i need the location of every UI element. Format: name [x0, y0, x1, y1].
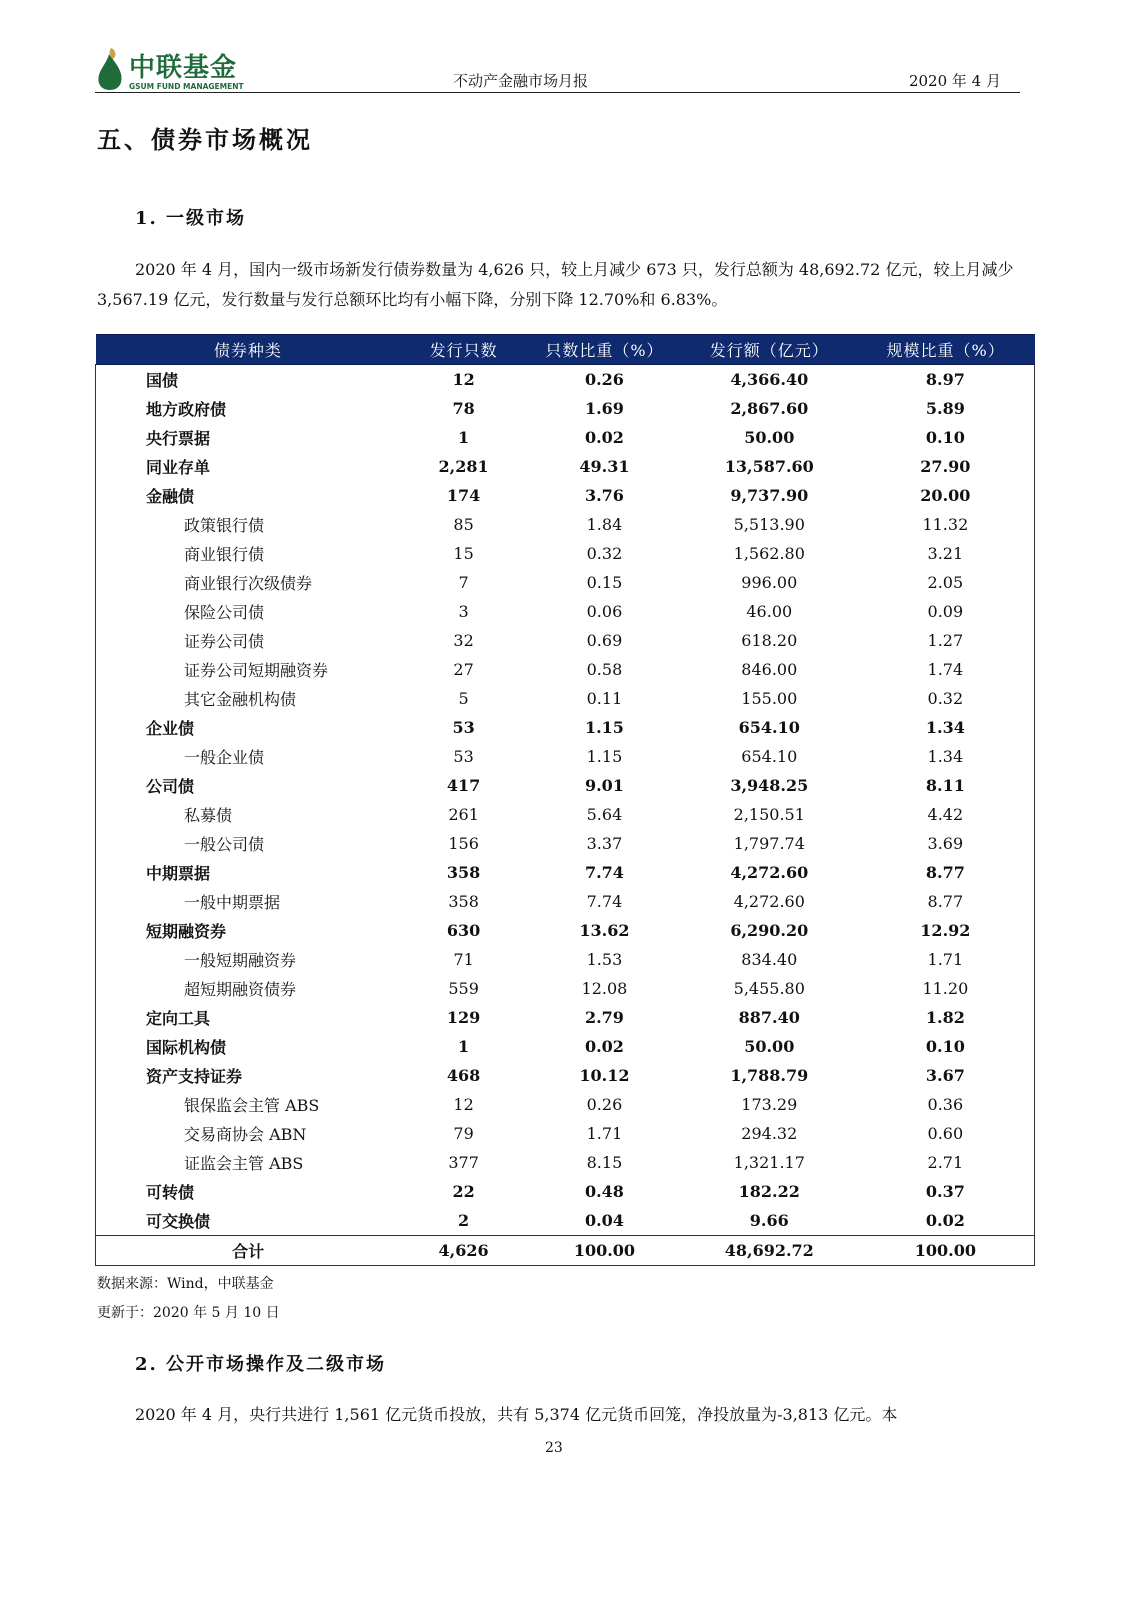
- bond-type-cell: 一般短期融资券: [184, 951, 297, 970]
- value-cell: 5.89: [925, 399, 965, 418]
- value-cell: 5,455.80: [733, 979, 805, 998]
- value-cell: 15: [453, 544, 474, 563]
- value-cell: 3.37: [586, 834, 623, 853]
- value-cell: 7.74: [584, 863, 624, 882]
- bond-type-cell: 证监会主管 ABS: [184, 1154, 304, 1173]
- bond-type-cell: 公司债: [146, 777, 195, 796]
- value-cell: 4,272.60: [733, 892, 805, 911]
- bond-type-cell: 一般企业债: [184, 748, 265, 767]
- bond-type-cell: 证券公司债: [184, 632, 265, 651]
- value-cell: 3.76: [584, 486, 624, 505]
- value-cell: 79: [453, 1124, 474, 1143]
- bond-type-cell: 交易商协会 ABN: [184, 1125, 307, 1144]
- value-cell: 9.01: [584, 776, 624, 795]
- value-cell: 0.32: [586, 544, 623, 563]
- table-row: [96, 568, 1035, 597]
- paragraph-open-market: 2020 年 4 月，央行共进行 1,561 亿元货币投放，共有 5,374 亿元货币回笼，净投放量为-3,813 亿元。本: [135, 1405, 898, 1424]
- bond-type-cell: 企业债: [146, 719, 195, 738]
- value-cell: 0.06: [586, 602, 623, 621]
- table-row: [96, 829, 1035, 858]
- table-row: [96, 626, 1035, 655]
- value-cell: 5.64: [586, 805, 623, 824]
- bond-type-cell: 国际机构债: [146, 1038, 227, 1057]
- subsection-title-primary-market: 1. 一级市场: [135, 208, 247, 229]
- bond-type-cell: 短期融资券: [146, 922, 227, 941]
- value-cell: 12: [453, 1095, 474, 1114]
- bond-type-cell: 央行票据: [146, 429, 211, 448]
- page-header: [95, 38, 1015, 94]
- value-cell: 7.74: [586, 892, 623, 911]
- bond-type-cell: 政策银行债: [184, 516, 265, 535]
- value-cell: 0.02: [584, 428, 624, 447]
- table-row: [96, 945, 1035, 974]
- value-cell: 3: [458, 602, 469, 621]
- value-cell: 358: [448, 892, 479, 911]
- value-cell: 22: [452, 1182, 475, 1201]
- value-cell: 13.62: [579, 921, 630, 940]
- header-count-share: 只数比重（%）: [527, 335, 682, 365]
- value-cell: 71: [453, 950, 474, 969]
- value-cell: 2,150.51: [733, 805, 805, 824]
- value-cell: 155.00: [741, 689, 798, 708]
- value-cell: 2,281: [438, 457, 489, 476]
- logo-subtitle: GSUM FUND MANAGEMENT: [129, 82, 244, 91]
- table-row: [96, 858, 1035, 887]
- paragraph-primary-market: 2020 年 4 月，国内一级市场新发行债券数量为 4,626 只，较上月减少 673 只，发行总额为 48,692.72 亿元，较上月减少 3,567.19 亿元，发行数量与发行总额环比均有小幅下降，分别下降 12.70%和 6.83%。: [97, 260, 1014, 309]
- value-cell: 9.66: [749, 1211, 789, 1230]
- bond-type-cell: 商业银行次级债券: [184, 574, 313, 593]
- total-value-cell: 100.00: [527, 1236, 682, 1266]
- value-cell: 0.10: [925, 428, 965, 447]
- value-cell: 53: [452, 718, 475, 737]
- value-cell: 53: [453, 747, 474, 766]
- value-cell: 13,587.60: [724, 457, 814, 476]
- logo-text: 中联基金: [129, 53, 238, 83]
- value-cell: 11.20: [922, 979, 969, 998]
- value-cell: 3.21: [927, 544, 964, 563]
- value-cell: 174: [446, 486, 481, 505]
- value-cell: 8.77: [927, 892, 964, 911]
- value-cell: 11.32: [922, 515, 969, 534]
- value-cell: 46.00: [746, 602, 793, 621]
- value-cell: 1.71: [586, 1124, 623, 1143]
- table-row: [96, 510, 1035, 539]
- table-row: [96, 887, 1035, 916]
- value-cell: 1.82: [925, 1008, 965, 1027]
- table-row: [96, 481, 1035, 510]
- value-cell: 8.97: [925, 370, 965, 389]
- update-note: 更新于：2020 年 5 月 10 日: [97, 1305, 280, 1321]
- value-cell: 4,272.60: [730, 863, 809, 882]
- page-number: 23: [545, 1440, 563, 1456]
- report-date: 2020 年 4 月: [908, 72, 1001, 90]
- value-cell: 2.79: [584, 1008, 624, 1027]
- value-cell: 27: [453, 660, 474, 679]
- value-cell: 78: [452, 399, 475, 418]
- bond-type-cell: 地方政府债: [146, 400, 227, 419]
- table-row: [96, 1177, 1035, 1206]
- header-issue-count: 发行只数: [400, 335, 527, 365]
- value-cell: 0.58: [586, 660, 623, 679]
- table-row: [96, 800, 1035, 829]
- section-title: 五、债券市场概况: [97, 125, 313, 154]
- header-issue-amount: 发行额（亿元）: [682, 335, 857, 365]
- table-row: [96, 1119, 1035, 1148]
- value-cell: 377: [448, 1153, 479, 1172]
- value-cell: 49.31: [579, 457, 630, 476]
- bond-type-cell: 保险公司债: [184, 603, 265, 622]
- value-cell: 1,788.79: [730, 1066, 809, 1085]
- value-cell: 0.48: [584, 1182, 624, 1201]
- table-row: [96, 539, 1035, 568]
- value-cell: 173.29: [741, 1095, 798, 1114]
- bond-type-cell: 一般中期票据: [184, 893, 281, 912]
- value-cell: 559: [448, 979, 479, 998]
- table-row: [96, 452, 1035, 481]
- value-cell: 182.22: [738, 1182, 800, 1201]
- value-cell: 9,737.90: [730, 486, 809, 505]
- report-title: 不动产金融市场月报: [453, 72, 589, 90]
- value-cell: 4,366.40: [730, 370, 809, 389]
- value-cell: 7: [458, 573, 469, 592]
- value-cell: 156: [448, 834, 479, 853]
- value-cell: 1,797.74: [733, 834, 805, 853]
- value-cell: 1.69: [584, 399, 624, 418]
- header-bond-type: 债券种类: [96, 335, 401, 365]
- value-cell: 1.15: [586, 747, 623, 766]
- value-cell: 1.71: [927, 950, 964, 969]
- value-cell: 3.69: [927, 834, 964, 853]
- value-cell: 0.37: [925, 1182, 965, 1201]
- bond-type-cell: 超短期融资债券: [184, 980, 297, 999]
- table-row: [96, 771, 1035, 800]
- table-row: [96, 713, 1035, 742]
- value-cell: 358: [446, 863, 481, 882]
- table-row: [96, 655, 1035, 684]
- source-note: 数据来源：Wind，中联基金: [97, 1276, 274, 1292]
- company-logo: [95, 44, 245, 94]
- value-cell: 8.11: [925, 776, 965, 795]
- value-cell: 0.04: [584, 1211, 624, 1230]
- value-cell: 2.71: [927, 1153, 964, 1172]
- bond-type-cell: 国债: [146, 371, 179, 390]
- value-cell: 846.00: [741, 660, 798, 679]
- value-cell: 0.02: [925, 1211, 965, 1230]
- value-cell: 3.67: [925, 1066, 965, 1085]
- bond-type-cell: 其它金融机构债: [184, 690, 297, 709]
- total-label-cell: 合计: [96, 1236, 401, 1266]
- value-cell: 1.27: [927, 631, 964, 650]
- value-cell: 2,867.60: [730, 399, 809, 418]
- value-cell: 1.15: [584, 718, 624, 737]
- value-cell: 1,321.17: [733, 1153, 805, 1172]
- value-cell: 2.05: [927, 573, 964, 592]
- table-row: [96, 1206, 1035, 1236]
- bond-type-cell: 中期票据: [146, 864, 211, 883]
- value-cell: 0.60: [927, 1124, 964, 1143]
- bond-type-cell: 资产支持证券: [146, 1067, 243, 1086]
- value-cell: 6,290.20: [730, 921, 809, 940]
- value-cell: 1.74: [927, 660, 964, 679]
- value-cell: 0.36: [927, 1095, 964, 1114]
- value-cell: 1.84: [586, 515, 623, 534]
- value-cell: 261: [448, 805, 479, 824]
- bond-type-cell: 可交换债: [146, 1212, 211, 1231]
- value-cell: 1.34: [927, 747, 964, 766]
- total-value-cell: 48,692.72: [682, 1236, 857, 1266]
- table-row: [96, 742, 1035, 771]
- table-total-row: [96, 1236, 1035, 1266]
- value-cell: 0.69: [586, 631, 623, 650]
- value-cell: 5: [458, 689, 469, 708]
- table-row: [96, 916, 1035, 945]
- table-row: [96, 365, 1035, 395]
- value-cell: 0.26: [586, 1095, 623, 1114]
- value-cell: 0.02: [584, 1037, 624, 1056]
- value-cell: 0.09: [927, 602, 964, 621]
- table-row: [96, 394, 1035, 423]
- value-cell: 129: [446, 1008, 481, 1027]
- value-cell: 618.20: [741, 631, 798, 650]
- value-cell: 468: [446, 1066, 481, 1085]
- header-rule: [95, 92, 1020, 93]
- value-cell: 654.10: [741, 747, 798, 766]
- table-row: [96, 1061, 1035, 1090]
- value-cell: 85: [453, 515, 474, 534]
- table-row: [96, 597, 1035, 626]
- value-cell: 417: [446, 776, 481, 795]
- value-cell: 27.90: [920, 457, 971, 476]
- table-row: [96, 1003, 1035, 1032]
- table-row: [96, 1148, 1035, 1177]
- value-cell: 12.92: [920, 921, 971, 940]
- value-cell: 1.34: [925, 718, 965, 737]
- value-cell: 0.15: [586, 573, 623, 592]
- bond-type-cell: 银保监会主管 ABS: [184, 1096, 320, 1115]
- table-row: [96, 974, 1035, 1003]
- value-cell: 294.32: [741, 1124, 798, 1143]
- value-cell: 32: [453, 631, 474, 650]
- logo-leaf-icon: [95, 46, 125, 92]
- value-cell: 50.00: [744, 428, 795, 447]
- value-cell: 8.77: [925, 863, 965, 882]
- total-value-cell: 4,626: [400, 1236, 527, 1266]
- value-cell: 1: [458, 1037, 470, 1056]
- subsection-title-open-market: 2. 公开市场操作及二级市场: [135, 1354, 387, 1375]
- bond-type-cell: 金融债: [146, 487, 195, 506]
- value-cell: 50.00: [744, 1037, 795, 1056]
- value-cell: 1,562.80: [733, 544, 805, 563]
- value-cell: 0.26: [584, 370, 624, 389]
- value-cell: 12: [452, 370, 475, 389]
- value-cell: 630: [446, 921, 481, 940]
- bond-type-cell: 可转债: [146, 1183, 195, 1202]
- bond-type-cell: 定向工具: [146, 1009, 211, 1028]
- table-row: [96, 684, 1035, 713]
- value-cell: 2: [458, 1211, 470, 1230]
- value-cell: 1: [458, 428, 470, 447]
- value-cell: 834.40: [741, 950, 798, 969]
- value-cell: 4.42: [927, 805, 964, 824]
- bond-type-cell: 证券公司短期融资券: [184, 661, 329, 680]
- value-cell: 12.08: [581, 979, 628, 998]
- value-cell: 3,948.25: [730, 776, 809, 795]
- bond-type-cell: 商业银行债: [184, 545, 265, 564]
- table-header-row: [96, 335, 1035, 365]
- table-row: [96, 423, 1035, 452]
- value-cell: 8.15: [586, 1153, 623, 1172]
- value-cell: 887.40: [738, 1008, 800, 1027]
- value-cell: 1.53: [586, 950, 623, 969]
- value-cell: 5,513.90: [733, 515, 805, 534]
- total-value-cell: 100.00: [857, 1236, 1035, 1266]
- bond-type-cell: 一般公司债: [184, 835, 265, 854]
- table-row: [96, 1090, 1035, 1119]
- value-cell: 996.00: [741, 573, 798, 592]
- bond-type-cell: 私募债: [184, 806, 233, 825]
- value-cell: 654.10: [738, 718, 800, 737]
- value-cell: 0.11: [586, 689, 623, 708]
- bond-issuance-table: [95, 334, 1035, 1266]
- value-cell: 20.00: [920, 486, 971, 505]
- bond-type-cell: 同业存单: [146, 458, 211, 477]
- value-cell: 0.32: [927, 689, 964, 708]
- header-amount-share: 规模比重（%）: [857, 335, 1035, 365]
- value-cell: 10.12: [579, 1066, 630, 1085]
- table-row: [96, 1032, 1035, 1061]
- value-cell: 0.10: [925, 1037, 965, 1056]
